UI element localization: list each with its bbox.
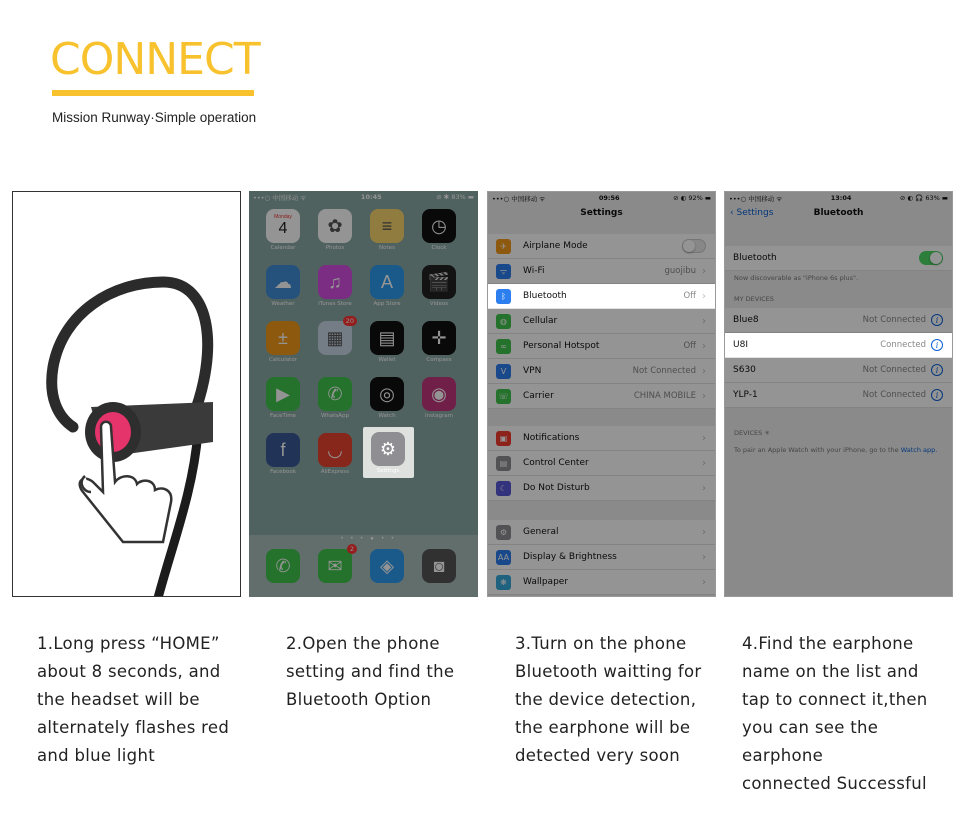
chevron-right-icon: › (702, 390, 706, 402)
settings-icon: ⚙ (371, 432, 405, 466)
info-icon[interactable]: i (931, 364, 943, 376)
chevron-right-icon: › (702, 265, 706, 277)
settings-group-connectivity (488, 234, 715, 409)
app-facetime[interactable]: ▶ FaceTime (265, 377, 301, 419)
settings-row-personal-hotspot[interactable]: ∞ Personal Hotspot Off › (488, 334, 715, 359)
settings-group-notifications (488, 426, 715, 501)
step-3-text: 3.Turn on the phone Bluetooth waitting for the device detection, the earphone will be detected very soon (515, 634, 702, 765)
aliexpress-icon: ◡ (318, 433, 352, 467)
settings-row-carrier[interactable]: ☏ Carrier CHINA MOBILE › (488, 384, 715, 409)
dock-safari[interactable] (369, 549, 405, 583)
watch-icon: ◎ (370, 377, 404, 411)
app-wallet[interactable]: ▤ Wallet (369, 321, 405, 363)
app-itunes[interactable]: ♫ iTunes Store (317, 265, 353, 307)
status-bar (725, 192, 952, 204)
step-1-text: 1.Long press “HOME” about 8 seconds, and the headset will be alternately flashes red and blue light (37, 634, 230, 765)
hotspot-icon: ∞ (496, 339, 511, 354)
page-subtitle: Mission Runway·Simple operation (52, 110, 257, 125)
settings-row-cellular[interactable]: ◍ Cellular › (488, 309, 715, 334)
panel-bluetooth (724, 191, 953, 597)
wallpaper-icon: ❋ (496, 575, 511, 590)
chevron-right-icon: › (702, 576, 706, 588)
messages-icon: ✉ 2 (318, 549, 352, 583)
status-time: 13:04 (830, 194, 852, 202)
app-folder[interactable] (317, 317, 354, 357)
chevron-right-icon: › (702, 551, 706, 563)
page-dots: • • • ● • • (341, 536, 397, 542)
notifications-icon: ▣ (496, 431, 511, 446)
loading-spinner-icon: ✳ (764, 429, 770, 437)
step-4-text: 4.Find the earphone name on the list and tap to connect it,then you can see the earphone connected Successful (742, 634, 928, 793)
folder-icon: ▦ 20 (318, 321, 352, 355)
app-calendar[interactable]: Monday 4 Calendar (265, 209, 301, 251)
safari-icon: ◈ (370, 549, 404, 583)
settings-row-wallpaper[interactable]: ❋ Wallpaper › (488, 570, 715, 595)
battery-label: ⊘ ✱ 83% ▬ (436, 193, 474, 201)
info-icon[interactable]: i (931, 389, 943, 401)
videos-icon: 🎬 (422, 265, 456, 299)
battery-label: ⊘ ◐ 🎧 63% ▬ (899, 194, 948, 202)
display-icon: AA (496, 550, 511, 565)
settings-row-display-brightness[interactable]: AA Display & Brightness › (488, 545, 715, 570)
chevron-right-icon: › (702, 432, 706, 444)
app-app-store[interactable]: A App Store (369, 265, 405, 307)
status-time: 09:56 (598, 194, 620, 202)
settings-row-vpn[interactable]: V VPN Not Connected › (488, 359, 715, 384)
settings-row-bluetooth[interactable]: ᛒ Bluetooth Off › (488, 284, 715, 309)
back-button[interactable]: ‹ Settings (730, 208, 774, 218)
app-settings[interactable]: ⚙ Settings (370, 432, 406, 474)
whatsapp-icon: ✆ (318, 377, 352, 411)
control-center-icon: ▤ (496, 456, 511, 471)
watch-app-link[interactable]: Watch app. (900, 446, 938, 454)
chevron-right-icon: › (702, 457, 706, 469)
devices-header: DEVICES ✳ (734, 429, 770, 437)
compass-icon: ✛ (422, 321, 456, 355)
app-compass[interactable]: ✛ Compass (421, 321, 457, 363)
battery-label: ⊘ ◐ 92% ▬ (673, 194, 711, 202)
connection-status: Not Connected (862, 315, 926, 325)
app-store-icon: A (370, 265, 404, 299)
facetime-icon: ▶ (266, 377, 300, 411)
title-underline (52, 90, 254, 96)
panel-home-screen (249, 191, 478, 597)
instagram-icon: ◉ (422, 377, 456, 411)
bluetooth-toggle[interactable] (919, 251, 943, 265)
dock (249, 535, 478, 597)
chevron-right-icon: › (702, 315, 706, 327)
connection-status: Connected (880, 340, 926, 350)
dock-camera[interactable] (421, 549, 457, 583)
app-notes[interactable]: ≡ Notes (369, 209, 405, 251)
step-2-text: 2.Open the phone setting and find the Bluetooth Option (286, 634, 455, 709)
chevron-right-icon: › (702, 482, 706, 494)
airplane-mode-toggle[interactable] (682, 239, 706, 253)
settings-row-control-center[interactable]: ▤ Control Center › (488, 451, 715, 476)
app-calculator[interactable]: ± Calculator (265, 321, 301, 363)
settings-row-general[interactable]: ⚙ General › (488, 520, 715, 545)
phone-icon: ✆ (266, 549, 300, 583)
gear-icon: ⚙ (496, 525, 511, 540)
facebook-icon: f (266, 433, 300, 467)
carrier-label: •••○ 中国移动 ᯤ (729, 194, 783, 203)
connection-status: Not Connected (862, 390, 926, 400)
clock-icon: ◷ (422, 209, 456, 243)
settings-row-notifications[interactable]: ▣ Notifications › (488, 426, 715, 451)
chevron-right-icon: › (702, 365, 706, 377)
status-time: 10:45 (360, 193, 382, 201)
app-clock[interactable]: ◷ Clock (421, 209, 457, 251)
chevron-left-icon: ‹ (730, 208, 734, 218)
my-devices-list (725, 308, 952, 408)
app-facebook[interactable]: f Facebook (265, 433, 301, 475)
carrier-label: •••○ 中国移动 ᯤ (253, 193, 307, 202)
vpn-icon: V (496, 364, 511, 379)
nav-title: Bluetooth (813, 208, 864, 218)
bluetooth-icon: ᛒ (496, 289, 511, 304)
dock-messages[interactable] (317, 545, 354, 583)
carrier-icon: ☏ (496, 389, 511, 404)
my-devices-header: MY DEVICES (734, 295, 774, 303)
settings-row-wi-fi[interactable]: ᯤ Wi-Fi guojibu › (488, 259, 715, 284)
notification-badge: 2 (347, 544, 357, 554)
weather-icon: ☁ (266, 265, 300, 299)
carrier-label: •••○ 中国移动 ᯤ (492, 194, 546, 203)
dock-phone[interactable] (265, 549, 301, 583)
app-whatsapp[interactable]: ✆ WhatsApp (317, 377, 353, 419)
bluetooth-toggle-row: Bluetooth (725, 246, 952, 271)
device-row[interactable]: Blue8 Not Connected i (725, 308, 952, 333)
chevron-right-icon: › (702, 526, 706, 538)
panel-earphone (12, 191, 241, 597)
device-row[interactable]: U8I Connected i (725, 333, 952, 358)
settings-row-airplane-mode[interactable]: ✈ Airplane Mode (488, 234, 715, 259)
calendar-icon: Monday 4 (266, 209, 300, 243)
app-photos[interactable]: ✿ Photos (317, 209, 353, 251)
notes-icon: ≡ (370, 209, 404, 243)
panel-settings (487, 191, 716, 597)
wifi-icon: ᯤ (496, 264, 511, 279)
pair-watch-note: To pair an Apple Watch with your iPhone, go to the Watch app. (734, 446, 938, 454)
chevron-right-icon: › (702, 340, 706, 352)
photos-icon: ✿ (318, 209, 352, 243)
nav-title: Settings (580, 208, 623, 218)
app-videos[interactable]: 🎬 Videos (421, 265, 457, 307)
page-title: CONNECT (50, 34, 260, 85)
chevron-right-icon: › (702, 290, 706, 302)
device-row[interactable]: YLP-1 Not Connected i (725, 383, 952, 408)
connection-status: Not Connected (862, 365, 926, 375)
wallet-icon: ▤ (370, 321, 404, 355)
moon-icon: ☾ (496, 481, 511, 496)
camera-icon: ◙ (422, 549, 456, 583)
notification-badge: 20 (343, 316, 357, 326)
airplane-icon: ✈ (496, 239, 511, 254)
cellular-icon: ◍ (496, 314, 511, 329)
discoverable-note: Now discoverable as "iPhone 6s plus". (734, 274, 859, 282)
info-icon[interactable]: i (931, 339, 943, 351)
calculator-icon: ± (266, 321, 300, 355)
settings-group-general (488, 520, 715, 595)
earphone-illustration (13, 192, 241, 597)
app-aliexpress[interactable]: ◡ AliExpress (317, 433, 353, 475)
app-weather[interactable]: ☁ Weather (265, 265, 301, 307)
app-watch[interactable]: ◎ Watch (369, 377, 405, 419)
status-bar (249, 191, 478, 203)
itunes-icon: ♫ (318, 265, 352, 299)
status-bar (488, 192, 715, 204)
app-instagram[interactable]: ◉ Instagram (421, 377, 457, 419)
settings-row-do-not-disturb[interactable]: ☾ Do Not Disturb › (488, 476, 715, 501)
info-icon[interactable]: i (931, 314, 943, 326)
device-row[interactable]: S630 Not Connected i (725, 358, 952, 383)
